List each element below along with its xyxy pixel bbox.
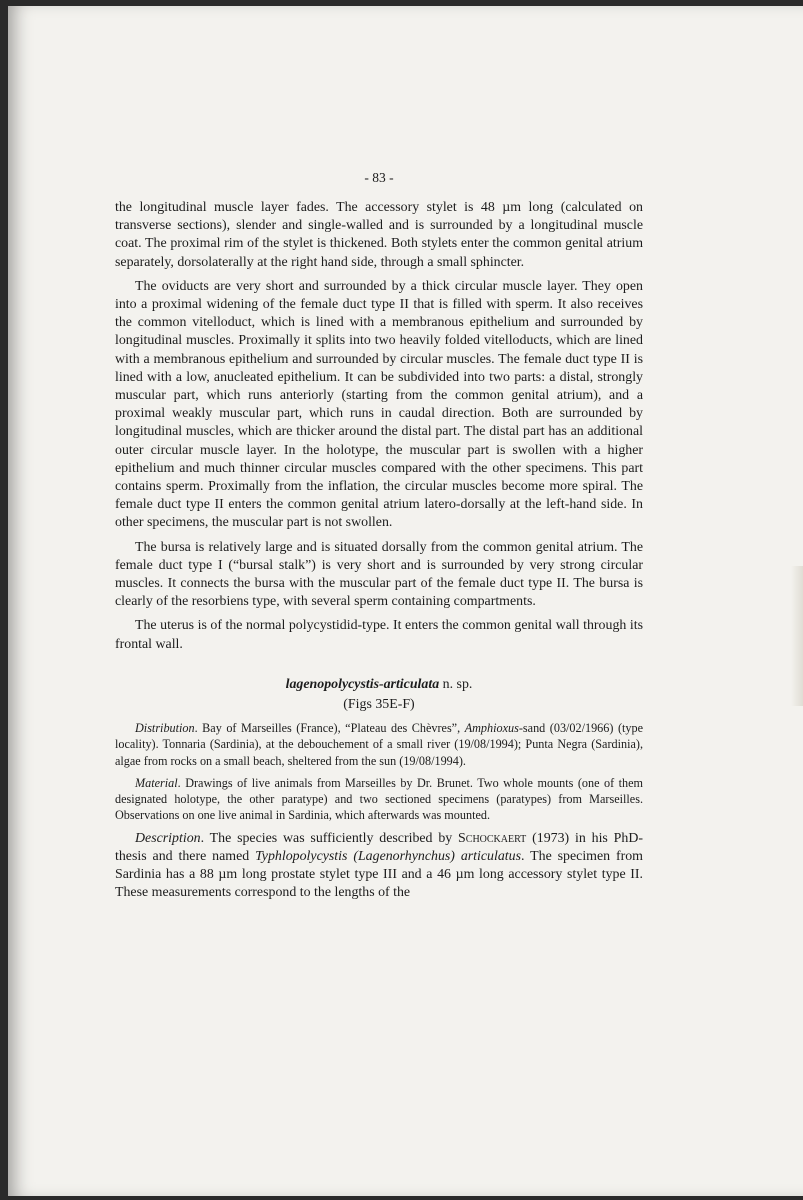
- distribution-label: Distribution: [135, 721, 195, 736]
- description-paragraph: [115, 830, 643, 903]
- distribution-text-2: -sand (03/02/1966) (type locality). Tonnaria (Sardinia), at the debouchement of a small river (19/08/1994); Punta Negra (Sardinia), algae from rocks on a small beach, sheltered from the sun (19/08/1994).: [115, 721, 643, 768]
- paragraph-uterus: The uterus is of the normal polycystidid-type. It enters the common genital wall through its frontal wall.: [115, 618, 643, 652]
- page-edge-shadow: [791, 566, 803, 706]
- figure-reference: (Figs 35E-F): [343, 697, 415, 713]
- material-paragraph: [115, 775, 643, 824]
- distribution-text: . Bay of Marseilles (France), “Plateau des Chèvres”,: [194, 721, 465, 736]
- species-details: [115, 720, 643, 823]
- distribution-paragraph: [115, 720, 643, 769]
- book-page: [8, 6, 803, 1196]
- taxon-name: Typhlopolycystis (Lagenorhynchus) articulatus: [255, 848, 522, 864]
- description-label: Description: [135, 830, 201, 846]
- paragraph-oviducts: The oviducts are very short and surrounded by a thick circular muscle layer. They open into a proximal widening of the female duct type II that is filled with sperm. It also receives the common vitelloduct, which is lined with a membranous epithelium and surrounded by longitudinal muscles. Proximally it splits into two heavily folded vitelloducts, which are lined with a membranous epithelium and surrounded by circular muscles. The female duct type II is lined with a low, anucleated epithelium. It can be subdivided into two parts: a distal, strongly muscular part, which runs anteriorly (starting from the common genital atrium), and a proximal weakly muscular part, which runs in caudal direction. Both are surrounded by longitudinal muscles, which are thicker around the distal part. The distal part has an additional outer circular muscle layer. In the holotype, the muscular part is swollen with a higher epithelium and much thinner circular muscles compared with the other specimens. This part contains sperm. Proximally from the inflation, the circular muscles become more spiral. The female duct type II enters the common genital atrium latero-dorsally at the left-hand side. In other specimens, the muscular part is not swollen.: [115, 278, 643, 531]
- paragraph-stylets: the longitudinal muscle layer fades. The accessory stylet is 48 µm long (calculated on transverse sections), slender and single-walled and is surrounded by a longitudinal muscle coat. The proximal rim of the stylet is thickened. Both stylets enter the common genital atrium separately, dorsolaterally at the right hand side, through a small sphincter.: [115, 200, 643, 270]
- distribution-taxon: Amphioxus: [464, 721, 519, 736]
- page-number: - 83 -: [364, 170, 394, 185]
- description-text-3: . The specimen from Sardinia has a 88 µm long prostate stylet type III and a 46 µm long accessory stylet type II. These measurements correspond to the lengths of the: [115, 848, 643, 901]
- species-name: lagenopolycystis-articulata: [285, 676, 440, 692]
- species-suffix: n. sp.: [442, 676, 473, 692]
- paragraph-bursa: The bursa is relatively large and is situated dorsally from the common genital atrium. The female duct type I (“bursal stalk”) is very short and is surrounded by very strong circular muscles. It connects the bursa with the muscular part of the female duct type II. The bursa is clearly of the resorbiens type, with several sperm containing compartments.: [115, 539, 643, 610]
- material-label: Material: [135, 775, 178, 790]
- body-text: [115, 199, 643, 908]
- description-text: . The species was sufficiently described by: [200, 830, 459, 846]
- description-text-2: (1973) in his PhD-thesis and there named: [115, 830, 643, 864]
- species-heading: [115, 676, 643, 694]
- material-text: . Drawings of live animals from Marseilles by Dr. Brunet. Two whole mounts (one of them designated holotype, the other paratype) and two sectioned specimens (paratypes) from Marseilles. Observations on one live animal in Sardinia, which afterwards was mounted.: [115, 775, 643, 823]
- author-name: Schockaert: [458, 830, 527, 846]
